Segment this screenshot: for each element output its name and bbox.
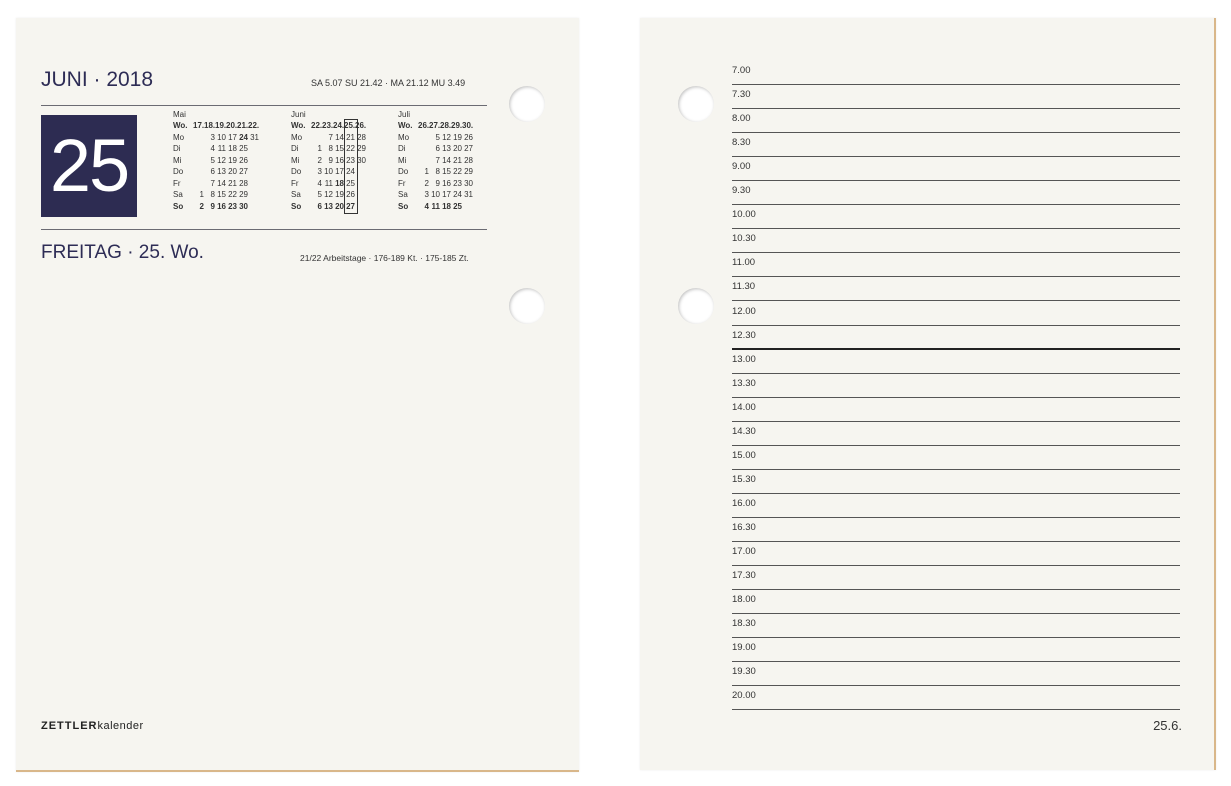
mini-calendar-day: 24 xyxy=(453,190,462,199)
mini-calendar-day: 27. xyxy=(429,121,441,130)
mini-calendar-day: 1 xyxy=(199,190,204,199)
mini-calendar-day: 22 xyxy=(346,144,355,153)
mini-calendar-day: 27 xyxy=(346,201,355,211)
mini-calendar-day: 24 xyxy=(346,167,355,176)
mini-calendar-weekday: Di xyxy=(291,144,299,153)
mini-calendar-weekday: Fr xyxy=(173,178,181,188)
slot-rule-line xyxy=(732,204,1180,205)
mini-calendar-day: 17 xyxy=(442,190,451,199)
mini-calendar-day: 26. xyxy=(355,121,367,130)
mini-calendar-day: 16 xyxy=(442,178,451,188)
time-slot[interactable] xyxy=(732,306,1180,326)
mini-calendar-day: 17 xyxy=(335,167,344,176)
time-label: 8.00 xyxy=(732,113,751,125)
time-label: 13.30 xyxy=(732,377,756,389)
mini-calendar-day: 30 xyxy=(239,201,248,211)
mini-calendar-day: 21. xyxy=(237,121,249,130)
time-label: 14.30 xyxy=(732,425,756,437)
mini-calendar-row xyxy=(291,132,391,144)
mini-calendar-day: 26 xyxy=(239,155,248,165)
mini-calendar-weekday: Di xyxy=(173,144,181,153)
time-label: 17.00 xyxy=(732,546,756,557)
time-label: 16.30 xyxy=(732,521,756,533)
time-label: 13.00 xyxy=(732,353,756,365)
time-slot[interactable] xyxy=(732,185,1180,205)
mini-calendar-weekday: Mi xyxy=(291,155,300,165)
mini-calendar-day: 17 xyxy=(228,132,237,142)
mini-calendar-day xyxy=(248,155,259,167)
time-slot[interactable] xyxy=(732,354,1180,374)
binder-hole-top xyxy=(678,86,714,122)
slot-rule-line xyxy=(732,252,1180,253)
mini-calendar-weekday: So xyxy=(398,201,409,211)
weekday-and-week: FREITAG · 25. Wo. xyxy=(41,242,204,263)
mini-calendar-day xyxy=(193,166,204,178)
mini-calendar-day: 1 xyxy=(424,167,429,176)
mini-calendar-day: 29 xyxy=(464,167,473,176)
mini-calendar-day xyxy=(462,201,473,213)
mini-calendar-day: 7 xyxy=(435,155,440,165)
time-label: 7.00 xyxy=(732,65,751,76)
mini-calendar-day: 5 xyxy=(210,155,215,165)
binder-hole-top xyxy=(509,86,545,122)
slot-rule-line xyxy=(732,565,1180,566)
time-label: 18.30 xyxy=(732,618,756,630)
mini-calendar-day: 6 xyxy=(435,144,440,153)
slot-rule-line xyxy=(732,156,1180,157)
mini-calendar-day: 13 xyxy=(442,144,451,153)
mini-calendar-row xyxy=(173,143,273,155)
time-label: 12.00 xyxy=(732,305,756,317)
mini-calendar-day xyxy=(193,132,204,144)
mini-calendar-day: 6 xyxy=(210,167,215,176)
mini-calendar-day: 8 xyxy=(328,144,333,153)
mini-calendar-day: 23 xyxy=(453,178,462,188)
mini-calendar-day: 29 xyxy=(357,144,366,153)
time-slot[interactable] xyxy=(732,618,1180,638)
mini-calendar-day: 15 xyxy=(335,144,344,153)
slot-rule-line xyxy=(732,84,1180,85)
mini-calendar-day: 26 xyxy=(346,190,355,199)
mini-calendar-row xyxy=(291,166,391,178)
mini-calendar-day: 14 xyxy=(442,155,451,165)
mini-calendar-weekday: Mi xyxy=(173,155,182,165)
mini-calendar-day: 19 xyxy=(453,132,462,142)
mini-calendar-day: 17. xyxy=(193,121,205,130)
slot-rule-line xyxy=(732,445,1180,446)
mini-calendar-day: 28 xyxy=(239,178,248,188)
mini-calendar-month: Juli xyxy=(398,110,411,119)
time-label: 10.00 xyxy=(732,209,756,221)
time-slot[interactable] xyxy=(732,209,1180,229)
mini-calendar-row xyxy=(173,132,273,144)
slot-rule-line xyxy=(732,421,1180,422)
mini-calendar-day: 23. xyxy=(322,121,334,130)
mini-calendar-day: 7 xyxy=(210,178,215,188)
time-label: 19.00 xyxy=(732,642,756,654)
mini-calendar-row xyxy=(291,189,391,201)
slot-rule-line xyxy=(732,228,1180,229)
slot-rule-line xyxy=(732,541,1180,542)
time-slot[interactable] xyxy=(732,113,1180,133)
time-slot[interactable] xyxy=(732,257,1180,277)
mini-calendar-day: 8 xyxy=(210,190,215,199)
mini-calendar-row xyxy=(291,143,391,155)
mini-calendar-day: 26. xyxy=(418,121,430,130)
time-label: 7.30 xyxy=(732,89,751,101)
mini-calendar-day: 2 xyxy=(424,178,429,188)
mini-calendar-day: 21 xyxy=(228,178,237,188)
mini-calendar-day: 11 xyxy=(324,178,333,188)
mini-calendar-day xyxy=(248,189,259,201)
mini-calendar-day: 3 xyxy=(210,132,215,142)
brand-bold: ZETTLER xyxy=(41,720,98,732)
mini-calendar-day: 6 xyxy=(317,201,322,211)
mini-calendar-weekday: So xyxy=(291,201,302,211)
time-slot[interactable] xyxy=(732,426,1180,446)
mini-calendar-day: 4 xyxy=(424,201,429,211)
slot-rule-line xyxy=(732,348,1180,350)
mini-calendar-row xyxy=(173,201,273,213)
time-slot[interactable] xyxy=(732,642,1180,662)
slot-rule-line xyxy=(732,325,1180,326)
slot-rule-line xyxy=(732,300,1180,301)
slot-rule-line xyxy=(732,397,1180,398)
mini-calendar-day: 7 xyxy=(328,132,333,142)
mini-calendar-day: 25 xyxy=(453,201,462,211)
day-number-block: 25 xyxy=(41,115,137,217)
time-label: 11.00 xyxy=(732,257,756,269)
mini-calendar-day: 13 xyxy=(217,167,226,176)
time-slot[interactable] xyxy=(732,666,1180,686)
mini-calendar-day: 10 xyxy=(431,190,440,199)
time-slot[interactable] xyxy=(732,522,1180,542)
month-year-title: JUNI · 2018 xyxy=(41,68,154,91)
mini-calendar-day: 25 xyxy=(346,178,355,188)
mini-calendar-day: 21 xyxy=(453,155,462,165)
mini-calendar-day: 20 xyxy=(228,167,237,176)
mini-calendar-row xyxy=(291,178,391,190)
time-slot[interactable] xyxy=(732,402,1180,422)
sun-moon-times: SA 5.07 SU 21.42 · MA 21.12 MU 3.49 xyxy=(311,78,466,88)
mini-calendar-day: 5 xyxy=(435,132,440,142)
time-slot[interactable] xyxy=(732,233,1180,253)
mini-calendar-month: Juni xyxy=(291,110,306,119)
mini-calendar-day: 27 xyxy=(239,167,248,176)
time-slot[interactable] xyxy=(732,137,1180,157)
brand-logo xyxy=(41,720,144,732)
mini-calendar-day: 13 xyxy=(324,201,333,211)
mini-calendar-day: 20 xyxy=(453,144,462,153)
mini-calendar-day: 3 xyxy=(317,167,322,176)
mini-calendar-day: 28 xyxy=(357,132,366,142)
mini-calendar-day xyxy=(248,178,259,190)
mini-calendar-row xyxy=(291,155,391,167)
slot-rule-line xyxy=(732,613,1180,614)
mini-calendar-day: 3 xyxy=(424,190,429,199)
binder-hole-bottom xyxy=(678,288,714,324)
mini-calendar-weekday: Sa xyxy=(173,190,183,199)
mini-calendar-row xyxy=(398,143,498,155)
mini-calendar-day: 11 xyxy=(217,144,226,153)
time-label: 14.00 xyxy=(732,401,756,413)
mini-calendar-day: 15 xyxy=(217,190,226,199)
mini-calendar-row xyxy=(398,132,498,144)
mini-calendar-weekday: Mo xyxy=(173,132,185,142)
mini-calendar-row xyxy=(398,201,498,213)
mini-calendar-weekday: Wo. xyxy=(291,121,306,130)
time-slot[interactable] xyxy=(732,690,1180,710)
mini-calendar-day xyxy=(248,143,259,155)
mini-calendar-day: 12 xyxy=(442,132,451,142)
time-label: 17.30 xyxy=(732,570,756,582)
mini-calendar-day: 27 xyxy=(464,144,473,153)
mini-calendar-row xyxy=(173,166,273,178)
slot-rule-line xyxy=(732,132,1180,133)
mini-calendar-weekday: Wo. xyxy=(173,121,188,130)
time-slot[interactable] xyxy=(732,498,1180,518)
mini-calendar-day: 30 xyxy=(357,155,366,165)
mini-calendar-weekday: Do xyxy=(173,167,184,176)
mini-calendar-day: 18 xyxy=(228,144,237,153)
mini-calendar-day: 12 xyxy=(324,190,333,199)
mini-calendar-day: 11 xyxy=(431,201,440,211)
time-slot[interactable] xyxy=(732,330,1180,350)
time-label: 20.00 xyxy=(732,690,756,702)
mini-calendar-day: 10 xyxy=(217,132,226,142)
slot-rule-line xyxy=(732,373,1180,374)
workdays-info: 21/22 Arbeitstage · 176-189 Kt. · 175-185 Zt. xyxy=(300,253,469,263)
mini-calendar-weekday: Di xyxy=(398,144,406,153)
mini-calendar-weekday: Sa xyxy=(291,190,301,199)
mini-calendar-day: 22 xyxy=(228,190,237,199)
mini-calendar-day: 10 xyxy=(324,167,333,176)
right-schedule-page xyxy=(640,18,1216,770)
slot-rule-line xyxy=(732,661,1180,662)
mini-calendar-day: 16 xyxy=(335,155,344,165)
slot-rule-line xyxy=(732,276,1180,277)
mini-calendar-weekday: Do xyxy=(291,167,302,176)
slot-rule-line xyxy=(732,685,1180,686)
mini-calendar-row xyxy=(398,166,498,178)
mini-calendar-day: 22. xyxy=(248,121,260,130)
mini-calendar xyxy=(398,109,498,212)
mini-calendar-day: 24 xyxy=(239,132,248,142)
slot-rule-line xyxy=(732,469,1180,470)
mini-calendar-weekday: Fr xyxy=(291,178,299,188)
mini-calendar-day: 28. xyxy=(440,121,452,130)
mini-calendar-weekday: Mo xyxy=(291,132,303,142)
mini-calendar-day: 23 xyxy=(228,201,237,211)
mini-calendar-day: 20 xyxy=(335,201,344,211)
time-slot[interactable] xyxy=(732,594,1180,614)
binder-hole-bottom xyxy=(509,288,545,324)
time-label: 15.30 xyxy=(732,473,756,485)
mini-calendar-day: 19. xyxy=(215,121,227,130)
time-label: 15.00 xyxy=(732,449,756,461)
mini-calendar-weekday: Mo xyxy=(398,132,410,142)
mini-calendar-day xyxy=(418,155,429,167)
mini-calendar-day: 9 xyxy=(435,178,440,188)
mini-calendar-row xyxy=(173,178,273,190)
mini-calendar-day: 24. xyxy=(333,121,345,130)
slot-rule-line xyxy=(732,709,1180,710)
slot-rule-line xyxy=(732,517,1180,518)
footer-date: 25.6. xyxy=(1153,718,1182,733)
mini-calendar-day: 16 xyxy=(217,201,226,211)
mini-calendar-day xyxy=(193,155,204,167)
time-label: 9.30 xyxy=(732,185,751,197)
calendar-divider xyxy=(41,229,487,230)
time-label: 19.30 xyxy=(732,666,756,678)
mini-calendar-day: 14 xyxy=(217,178,226,188)
time-slot[interactable] xyxy=(732,546,1180,566)
mini-calendar-day: 4 xyxy=(317,178,322,188)
mini-calendar-day: 8 xyxy=(435,167,440,176)
left-calendar-page xyxy=(16,18,579,772)
mini-calendar-day: 4 xyxy=(210,144,215,153)
time-label: 10.30 xyxy=(732,233,756,245)
mini-calendar-row xyxy=(291,120,391,132)
slot-rule-line xyxy=(732,180,1180,181)
time-slot[interactable] xyxy=(732,161,1180,181)
slot-rule-line xyxy=(732,637,1180,638)
time-label: 8.30 xyxy=(732,137,751,149)
mini-calendar-month: Mai xyxy=(173,110,186,119)
mini-calendar-day: 31 xyxy=(464,190,473,199)
mini-calendar-day: 29. xyxy=(451,121,463,130)
mini-calendar-day xyxy=(248,201,259,213)
brand-light: kalender xyxy=(97,720,144,732)
mini-calendar-day: 18 xyxy=(442,201,451,211)
mini-calendar-row xyxy=(173,189,273,201)
mini-calendar-day xyxy=(193,178,204,190)
time-slot[interactable] xyxy=(732,378,1180,398)
mini-calendar xyxy=(291,109,391,212)
mini-calendar-day: 31 xyxy=(250,132,259,142)
mini-calendar-day: 2 xyxy=(317,155,322,165)
time-slot[interactable] xyxy=(732,450,1180,470)
mini-calendar-day xyxy=(248,166,259,178)
time-slot[interactable] xyxy=(732,89,1180,109)
mini-calendar-day: 25. xyxy=(344,121,356,130)
mini-calendar-weekday: Fr xyxy=(398,178,406,188)
mini-calendar-day xyxy=(193,143,204,155)
mini-calendar-day: 12 xyxy=(217,155,226,165)
time-label: 18.00 xyxy=(732,594,756,606)
mini-calendar-row xyxy=(398,155,498,167)
mini-calendar-day: 18. xyxy=(204,121,216,130)
mini-calendar-day: 15 xyxy=(442,167,451,176)
mini-calendar-day: 22. xyxy=(311,121,323,130)
mini-calendar-day xyxy=(418,132,429,144)
header-divider xyxy=(41,105,487,106)
time-label: 16.00 xyxy=(732,497,756,509)
mini-calendar-day: 18 xyxy=(335,178,344,188)
slot-rule-line xyxy=(732,493,1180,494)
time-slot[interactable] xyxy=(732,474,1180,494)
mini-calendar-day: 20. xyxy=(226,121,238,130)
mini-calendar-day: 19 xyxy=(228,155,237,165)
mini-calendar-weekday: So xyxy=(173,201,184,211)
mini-calendar-day: 29 xyxy=(239,190,248,199)
time-label: 12.30 xyxy=(732,329,756,341)
mini-calendar-day: 30 xyxy=(464,178,473,188)
mini-calendar-row xyxy=(291,201,391,213)
mini-calendar-day: 23 xyxy=(346,155,355,165)
mini-calendar-day: 30. xyxy=(462,121,474,130)
mini-calendar-weekday: Sa xyxy=(398,190,408,199)
mini-calendar xyxy=(173,109,273,212)
time-slot[interactable] xyxy=(732,570,1180,590)
mini-calendar-weekday: Mi xyxy=(398,155,407,165)
time-slot[interactable] xyxy=(732,65,1180,85)
mini-calendar-day: 25 xyxy=(239,144,248,153)
slot-rule-line xyxy=(732,108,1180,109)
slot-rule-line xyxy=(732,589,1180,590)
mini-calendar-row xyxy=(398,120,498,132)
mini-calendar-day: 9 xyxy=(328,155,333,165)
mini-calendar-day: 19 xyxy=(335,190,344,199)
mini-calendar-day xyxy=(418,143,429,155)
mini-calendar-day: 9 xyxy=(210,201,215,211)
mini-calendar-day xyxy=(311,132,322,144)
time-label: 9.00 xyxy=(732,161,751,173)
mini-calendar-day: 5 xyxy=(317,190,322,199)
mini-calendar-day: 28 xyxy=(464,155,473,165)
mini-calendar-row xyxy=(398,189,498,201)
mini-calendar-day: 21 xyxy=(346,132,355,142)
current-week-highlight xyxy=(344,119,358,214)
mini-calendar-row xyxy=(173,155,273,167)
mini-calendar-day: 26 xyxy=(464,132,473,142)
time-slot[interactable] xyxy=(732,281,1180,301)
mini-calendar-weekday: Wo. xyxy=(398,121,413,130)
mini-calendar-day: 1 xyxy=(317,144,322,153)
mini-calendar-day: 14 xyxy=(335,132,344,142)
time-label: 11.30 xyxy=(732,281,756,293)
mini-calendar-day: 2 xyxy=(199,201,204,211)
mini-calendar-weekday: Do xyxy=(398,167,409,176)
mini-calendar-day: 22 xyxy=(453,167,462,176)
mini-calendar-row xyxy=(173,120,273,132)
mini-calendar-row xyxy=(398,178,498,190)
